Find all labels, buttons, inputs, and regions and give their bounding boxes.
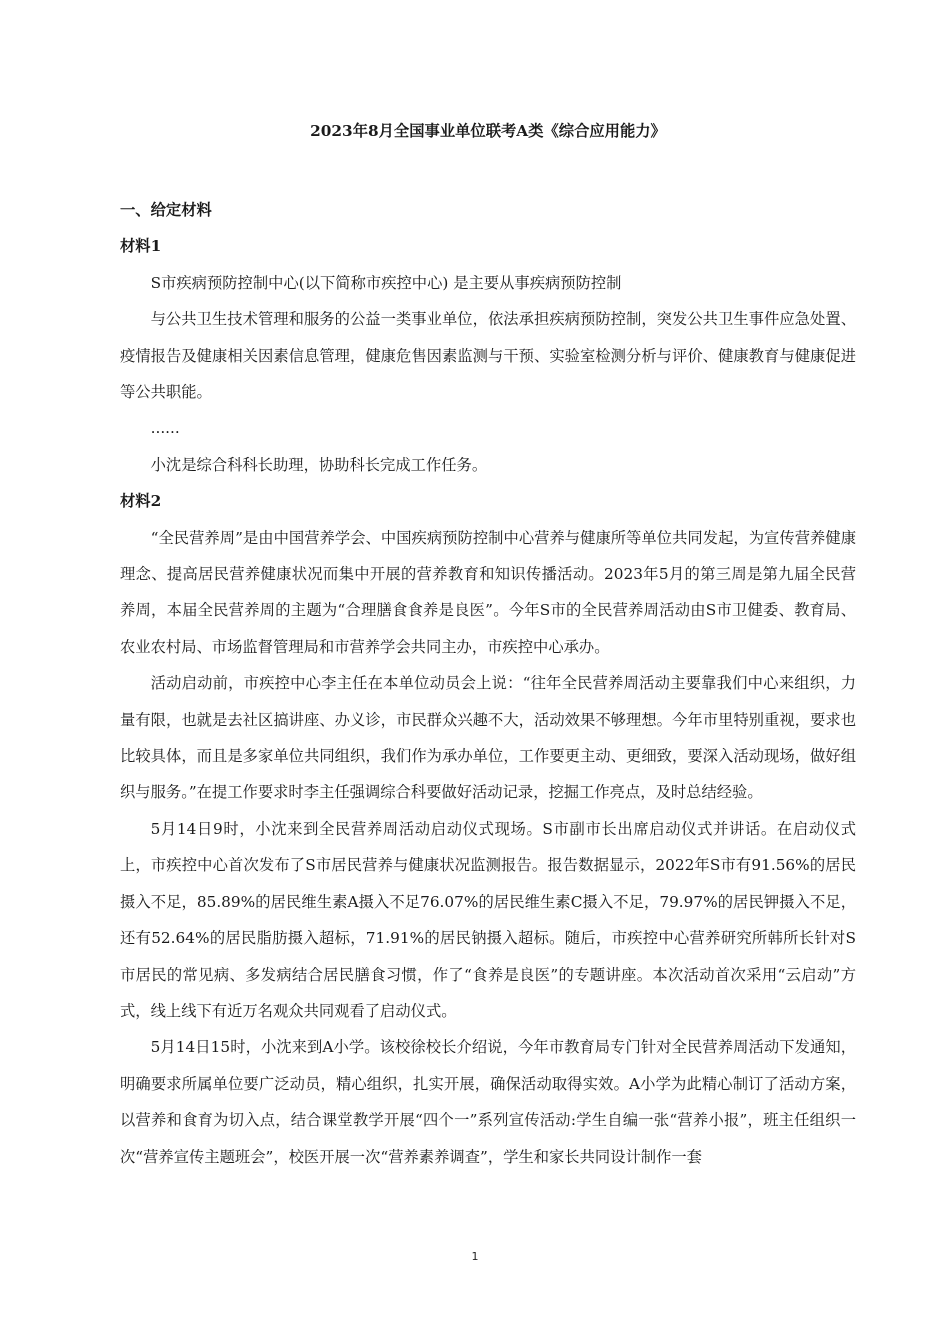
document-title: 2023年8月全国事业单位联考A类《综合应用能力》 (310, 122, 666, 140)
ellipsis: ...... (150, 419, 180, 438)
material1-heading: 材料1 (120, 237, 162, 256)
page-number: 1 (471, 1250, 479, 1263)
section-heading: 一、给定材料 (120, 201, 212, 219)
material1-paragraph1-rest: 与公共卫生技术管理和服务的公益一类事业单位，依法承担疾病预防控制，突发公共卫生事件应急处置、疫情报告及健康相关因素信息管理，健康危售因素监测与干预、实验室检测分析与评价、健康教育与健康促进等公共职能。 (120, 310, 856, 402)
material2-paragraph2: 活动启动前，市疾控中心李主任在本单位动员会上说：“往年全民营养周活动主要靠我们中心来组织，力量有限，也就是去社区搞讲座、办义诊，市民群众兴趣不大，活动效果不够理想。今年市里特别重视，要求也比较具体，而且是多家单位共同组织，我们作为承办单位，工作要更主动、更细致，要深入活动现场，做好组织与服务。”在提工作要求时李主任强调综合科要做好活动记录，挖掘工作亮点，及时总结经验。 (120, 674, 856, 802)
material1-paragraph1-line1: S市疾病预防控制中心(以下简称市疾控中心) 是主要从事疾病预防控制 (150, 273, 622, 292)
material2-paragraph4: 5月14日15时，小沈来到A小学。该校徐校长介绍说，今年市教育局专门针对全民营养周活动下发通知，明确要求所属单位要广泛动员，精心组织，扎实开展，确保活动取得实效。A小学为此精心制订了活动方案，以营养和食育为切入点，结合课堂教学开展“四个一”系列宣传活动:学生自编一张“营养小报”，班主任组织一次“营养宣传主题班会”，校医开展一次“营养素养调查”，学生和家长共同设计制作一套 (120, 1038, 856, 1166)
material2-paragraph1: “全民营养周”是由中国营养学会、中国疾病预防控制中心营养与健康所等单位共同发起，为宣传营养健康理念、提高居民营养健康状况而集中开展的营养教育和知识传播活动。2023年5月的第三周是第九届全民营养周，本届全民营养周的主题为“合理膳食食养是良医”。今年S市的全民营养周活动由S市卫健委、教育局、农业农村局、市场监督管理局和市营养学会共同主办，市疾控中心承办。 (120, 528, 856, 656)
material1-paragraph2: 小沈是综合科科长助理，协助科长完成工作任务。 (150, 455, 488, 474)
document-body (120, 113, 856, 1175)
material2-paragraph3: 5月14日9时，小沈来到全民营养周活动启动仪式现场。S市副市长出席启动仪式并讲话。在启动仪式上，市疾控中心首次发布了S市居民营养与健康状况监测报告。报告数据显示，2022年S市有91.56%的居民摄入不足，85.89%的居民维生素A摄入不足76.07%的居民维生素C摄入不足，79.97%的居民钾摄入不足，还有52.64%的居民脂肪摄入超标，71.91%的居民钠摄入超标。随后，市疾控中心营养研究所韩所长针对S市居民的常见病、多发病结合居民膳食习惯，作了“食养是良医”的专题讲座。本次活动首次采用“云启动”方式，线上线下有近万名观众共同观看了启动仪式。 (120, 819, 856, 1020)
material2-heading: 材料2 (120, 492, 162, 511)
